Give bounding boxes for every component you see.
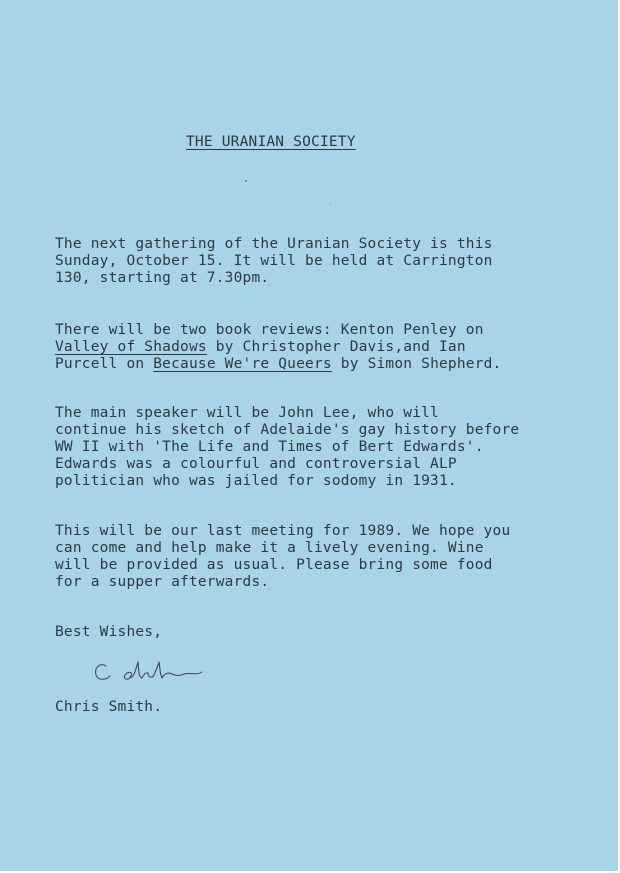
text-line: Purcell on — [55, 356, 154, 372]
page-title: THE URANIAN SOCIETY — [186, 134, 356, 150]
text-line: will be provided as usual. Please bring some food — [55, 557, 493, 573]
text-line: can come and help make it a lively evening. Wine — [55, 540, 484, 556]
paper-speck — [245, 180, 247, 182]
paragraph-main-speaker — [55, 405, 519, 490]
text-line: The next gathering of the Uranian Society is this — [55, 236, 493, 252]
text-line: by Simon Shepherd. — [331, 356, 502, 372]
paper-speck — [330, 203, 331, 204]
paragraph-last-meeting — [55, 523, 510, 591]
text-line: The main speaker will be John Lee, who will — [55, 405, 439, 421]
text-line: Edwards was a colourful and controversial ALP — [55, 456, 457, 472]
book-title-because-were-queers: Because We're Queers — [153, 356, 332, 372]
text-line: 130, starting at 7.30pm. — [55, 270, 270, 286]
handwritten-signature — [90, 654, 220, 690]
text-line: This will be our last meeting for 1989. We hope you — [55, 523, 511, 539]
text-line: Sunday, October 15. It will be held at Carrington — [55, 253, 493, 269]
text-line: continue his sketch of Adelaide's gay history before — [55, 422, 520, 438]
text-line: politician who was jailed for sodomy in 1931. — [55, 473, 457, 489]
signature-name: Chris Smith. — [55, 699, 163, 715]
text-line: by Christopher Davis,and Ian — [206, 339, 466, 355]
book-title-valley-of-shadows: Valley of Shadows — [55, 339, 207, 355]
text-line: There will be two book reviews: Kenton Penley on — [55, 322, 484, 338]
text-line: for a supper afterwards. — [55, 574, 270, 590]
closing-salutation: Best Wishes, — [55, 624, 163, 640]
paragraph-book-reviews — [55, 322, 502, 373]
paragraph-meeting-notice — [55, 236, 493, 287]
text-line: WW II with 'The Life and Times of Bert Edwards'. — [55, 439, 484, 455]
